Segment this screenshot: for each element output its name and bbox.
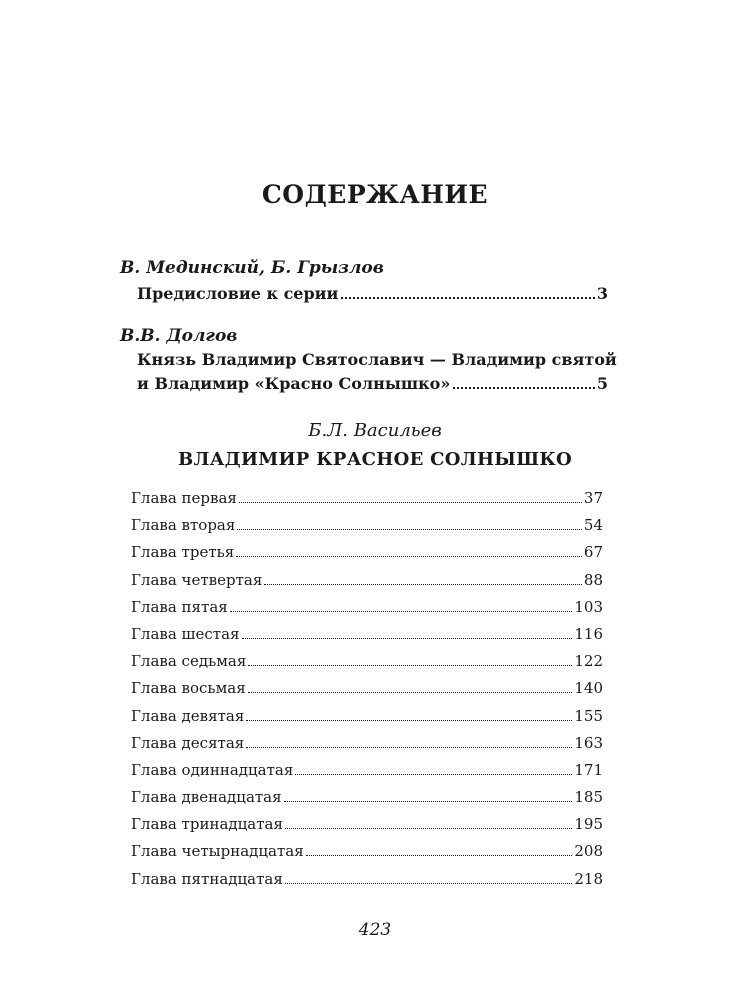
dot-leader bbox=[248, 692, 573, 693]
chapter-page: 208 bbox=[574, 842, 603, 861]
chapter-entry[interactable] bbox=[131, 761, 603, 788]
chapter-page: 218 bbox=[574, 869, 603, 888]
chapter-entry[interactable] bbox=[131, 870, 603, 897]
dot-leader bbox=[242, 638, 573, 639]
dot-leader bbox=[236, 556, 582, 557]
chapter-title: Глава пятая bbox=[131, 597, 228, 616]
chapter-entry[interactable] bbox=[131, 842, 603, 869]
chapter-title: Глава пятнадцатая bbox=[131, 869, 283, 888]
dot-leader bbox=[246, 720, 572, 721]
chapter-title: Глава десятая bbox=[131, 733, 245, 752]
chapter-entry[interactable] bbox=[131, 625, 603, 652]
chapter-entry[interactable] bbox=[131, 652, 603, 679]
toc-entry-page: 3 bbox=[596, 284, 608, 303]
dot-leader bbox=[306, 855, 573, 856]
chapter-page: 155 bbox=[574, 706, 603, 725]
chapter-page: 195 bbox=[574, 815, 603, 834]
chapter-entry[interactable] bbox=[131, 516, 603, 543]
toc-entry-title: и Владимир «Красно Солнышко» bbox=[137, 374, 451, 393]
chapter-page: 67 bbox=[583, 543, 603, 562]
chapter-entry[interactable] bbox=[131, 734, 603, 761]
page-title: СОДЕРЖАНИЕ bbox=[261, 180, 489, 209]
chapter-title: Глава восьмая bbox=[131, 679, 246, 698]
book-author: Б.Л. Васильев bbox=[308, 420, 442, 441]
dot-leader bbox=[237, 529, 582, 530]
chapter-title: Глава четвертая bbox=[131, 570, 263, 589]
dot-leader bbox=[285, 883, 573, 884]
section-author: В. Мединский, Б. Грызлов bbox=[120, 258, 384, 278]
chapter-entry[interactable] bbox=[131, 571, 603, 598]
book-title: ВЛАДИМИР КРАСНОЕ СОЛНЫШКО bbox=[177, 449, 573, 470]
chapter-entry[interactable] bbox=[131, 815, 603, 842]
toc-entry-title-line: Князь Владимир Святославич — Владимир святой bbox=[137, 350, 617, 369]
dot-leader bbox=[341, 297, 594, 299]
toc-entry-page: 5 bbox=[596, 374, 608, 393]
chapter-page: 185 bbox=[574, 788, 603, 807]
chapter-page: 163 bbox=[574, 733, 603, 752]
chapter-page: 103 bbox=[574, 597, 603, 616]
chapter-title: Глава четырнадцатая bbox=[131, 842, 304, 861]
chapter-title: Глава девятая bbox=[131, 706, 245, 725]
chapter-list bbox=[131, 489, 603, 897]
chapter-entry[interactable] bbox=[131, 707, 603, 734]
dot-leader bbox=[295, 774, 572, 775]
chapter-page: 171 bbox=[574, 760, 603, 779]
chapter-entry[interactable] bbox=[131, 598, 603, 625]
chapter-title: Глава седьмая bbox=[131, 652, 247, 671]
chapter-entry[interactable] bbox=[131, 489, 603, 516]
dot-leader bbox=[239, 502, 582, 503]
chapter-title: Глава одиннадцатая bbox=[131, 760, 294, 779]
chapter-page: 116 bbox=[574, 624, 603, 643]
chapter-page: 54 bbox=[583, 516, 603, 535]
dot-leader bbox=[246, 747, 572, 748]
chapter-title: Глава первая bbox=[131, 489, 237, 507]
chapter-entry[interactable] bbox=[131, 788, 603, 815]
chapter-title: Глава вторая bbox=[131, 516, 236, 535]
toc-entry[interactable] bbox=[137, 374, 608, 393]
chapter-page: 122 bbox=[574, 652, 603, 671]
dot-leader bbox=[453, 387, 595, 389]
dot-leader bbox=[264, 584, 582, 585]
dot-leader bbox=[285, 828, 572, 829]
chapter-title: Глава тринадцатая bbox=[131, 815, 283, 834]
dot-leader bbox=[284, 801, 573, 802]
dot-leader bbox=[248, 665, 572, 666]
chapter-entry[interactable] bbox=[131, 679, 603, 706]
dot-leader bbox=[230, 611, 573, 612]
chapter-page: 37 bbox=[583, 489, 603, 507]
chapter-title: Глава двенадцатая bbox=[131, 788, 282, 807]
chapter-title: Глава шестая bbox=[131, 624, 240, 643]
page-number: 423 bbox=[358, 920, 392, 940]
chapter-page: 88 bbox=[583, 570, 603, 589]
section-author: В.В. Долгов bbox=[120, 326, 238, 346]
toc-entry[interactable] bbox=[137, 284, 608, 303]
chapter-entry[interactable] bbox=[131, 543, 603, 570]
chapter-title: Глава третья bbox=[131, 543, 235, 562]
toc-entry-title: Предисловие к серии bbox=[137, 284, 339, 303]
chapter-page: 140 bbox=[574, 679, 603, 698]
